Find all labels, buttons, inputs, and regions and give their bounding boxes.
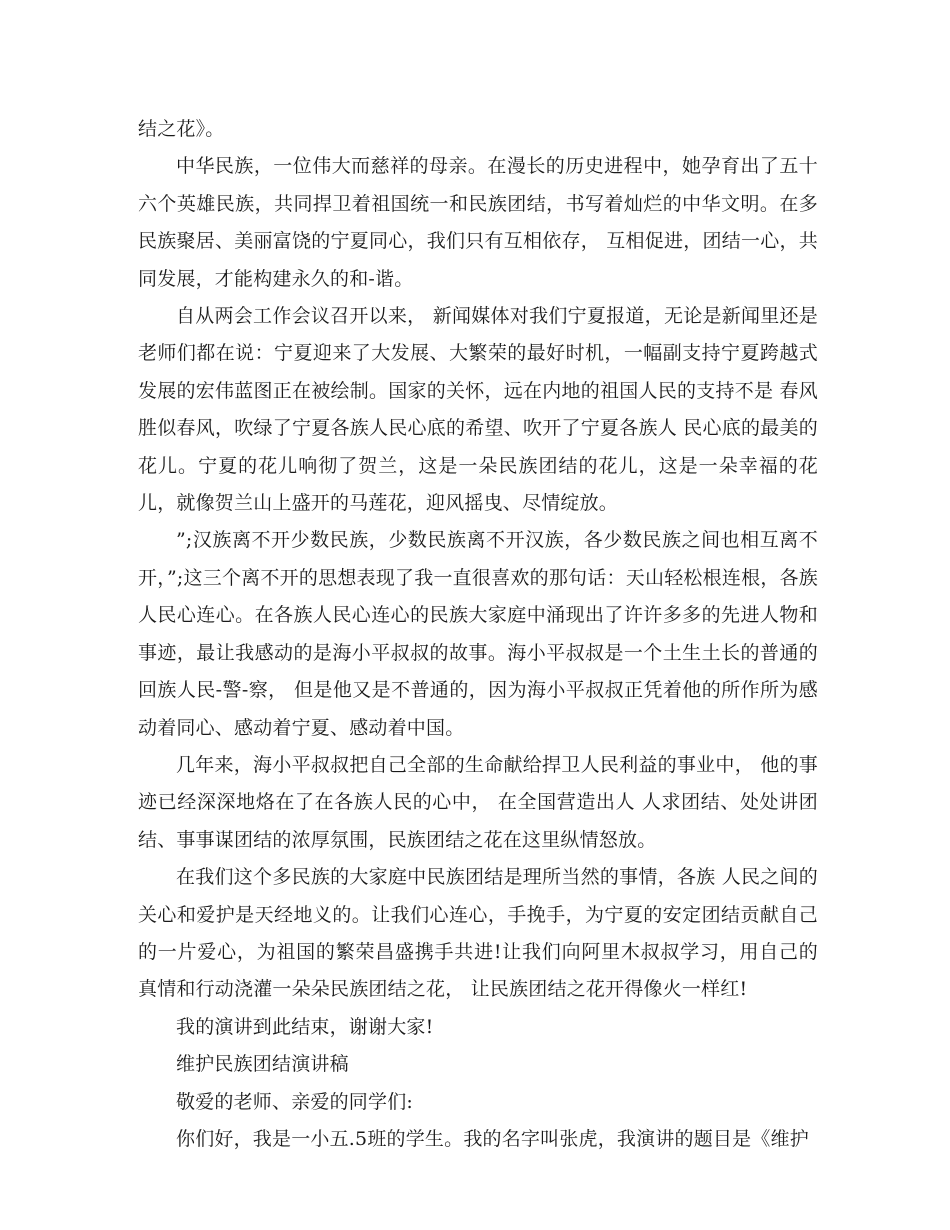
paragraph-recent-years: 几年来，海小平叔叔把自己全部的生命献给捍卫人民利益的事业中， 他的事迹已经深深地烙在了在各族人民的心中， 在全国营造出人 人求团结、处处讲团结、事事谋团结的浓厚氛围，民族团结之花在这里纵情怒放。 [138, 753, 818, 851]
paragraph-three-inseparables: ”;汉族离不开少数民族，少数民族离不开汉族，各少数民族之间也相互离不开，”;这三个离不开的思想表现了我一直很喜欢的那句话：天山轻松根连根，各族人民心连心。在各族人民心连心的民族大家庭中涌现出了许许多多的先进人物和事迹，最让我感动的是海小平叔叔的故事。海小平叔叔是一个土生土长的普通的回族人民-警-察， 但是他又是不普通的，因为海小平叔叔正凭着他的所作所为感动着同心、感动着宁夏、感动着中国。 [138, 529, 818, 739]
paragraph-big-family: 在我们这个多民族的大家庭中民族团结是理所当然的事情，各族 人民之间的关心和爱护是天经地义的。让我们心连心，手挽手，为宁夏的安定团结贡献自己的一片爱心，为祖国的繁荣昌盛携手共进!让我们向阿里木叔叔学习，用自己的 真情和行动浇灌一朵朵民族团结之花， 让民族团结之花开得像火一样红! [138, 866, 818, 1001]
paragraph-closing: 我的演讲到此结束，谢谢大家! [176, 1015, 434, 1038]
salutation: 敬爱的老师、亲爱的同学们: [176, 1090, 414, 1113]
section-title: 维护民族团结演讲稿 [176, 1053, 349, 1076]
document-body [138, 111, 818, 1158]
paragraph-introduction: 你们好，我是一小五.5班的学生。我的名字叫张虎，我演讲的题目是《维护 [176, 1127, 809, 1150]
paragraph-continuation: 结之花》。 [138, 118, 225, 140]
paragraph-chinese-nation: 中华民族，一位伟大而慈祥的母亲。在漫长的历史进程中，她孕育出了五十六个英雄民族，共同捍卫着祖国统一和民族团结，书写着灿烂的中华文明。在多民族聚居、美丽富饶的宁夏同心，我们只有互相依存， 互相促进，团结一心，共同发展，才能构建永久的和-谐。 [138, 155, 818, 290]
paragraph-two-sessions: 自从两会工作会议召开以来， 新闻媒体对我们宁夏报道，无论是新闻里还是老师们都在说：宁夏迎来了大发展、大繁荣的最好时机，一幅副支持宁夏跨越式发展的宏伟蓝图正在被绘制。国家的关怀，远在内地的祖国人民的支持不是 春风胜似春风，吹绿了宁夏各族人民心底的希望、吹开了宁夏各族人 民心底的最美的花儿。宁夏的花儿响彻了贺兰，这是一朵民族团结的花儿，这是一朵幸福的花儿，就像贺兰山上盛开的马莲花，迎风摇曳、尽情绽放。 [138, 305, 818, 515]
